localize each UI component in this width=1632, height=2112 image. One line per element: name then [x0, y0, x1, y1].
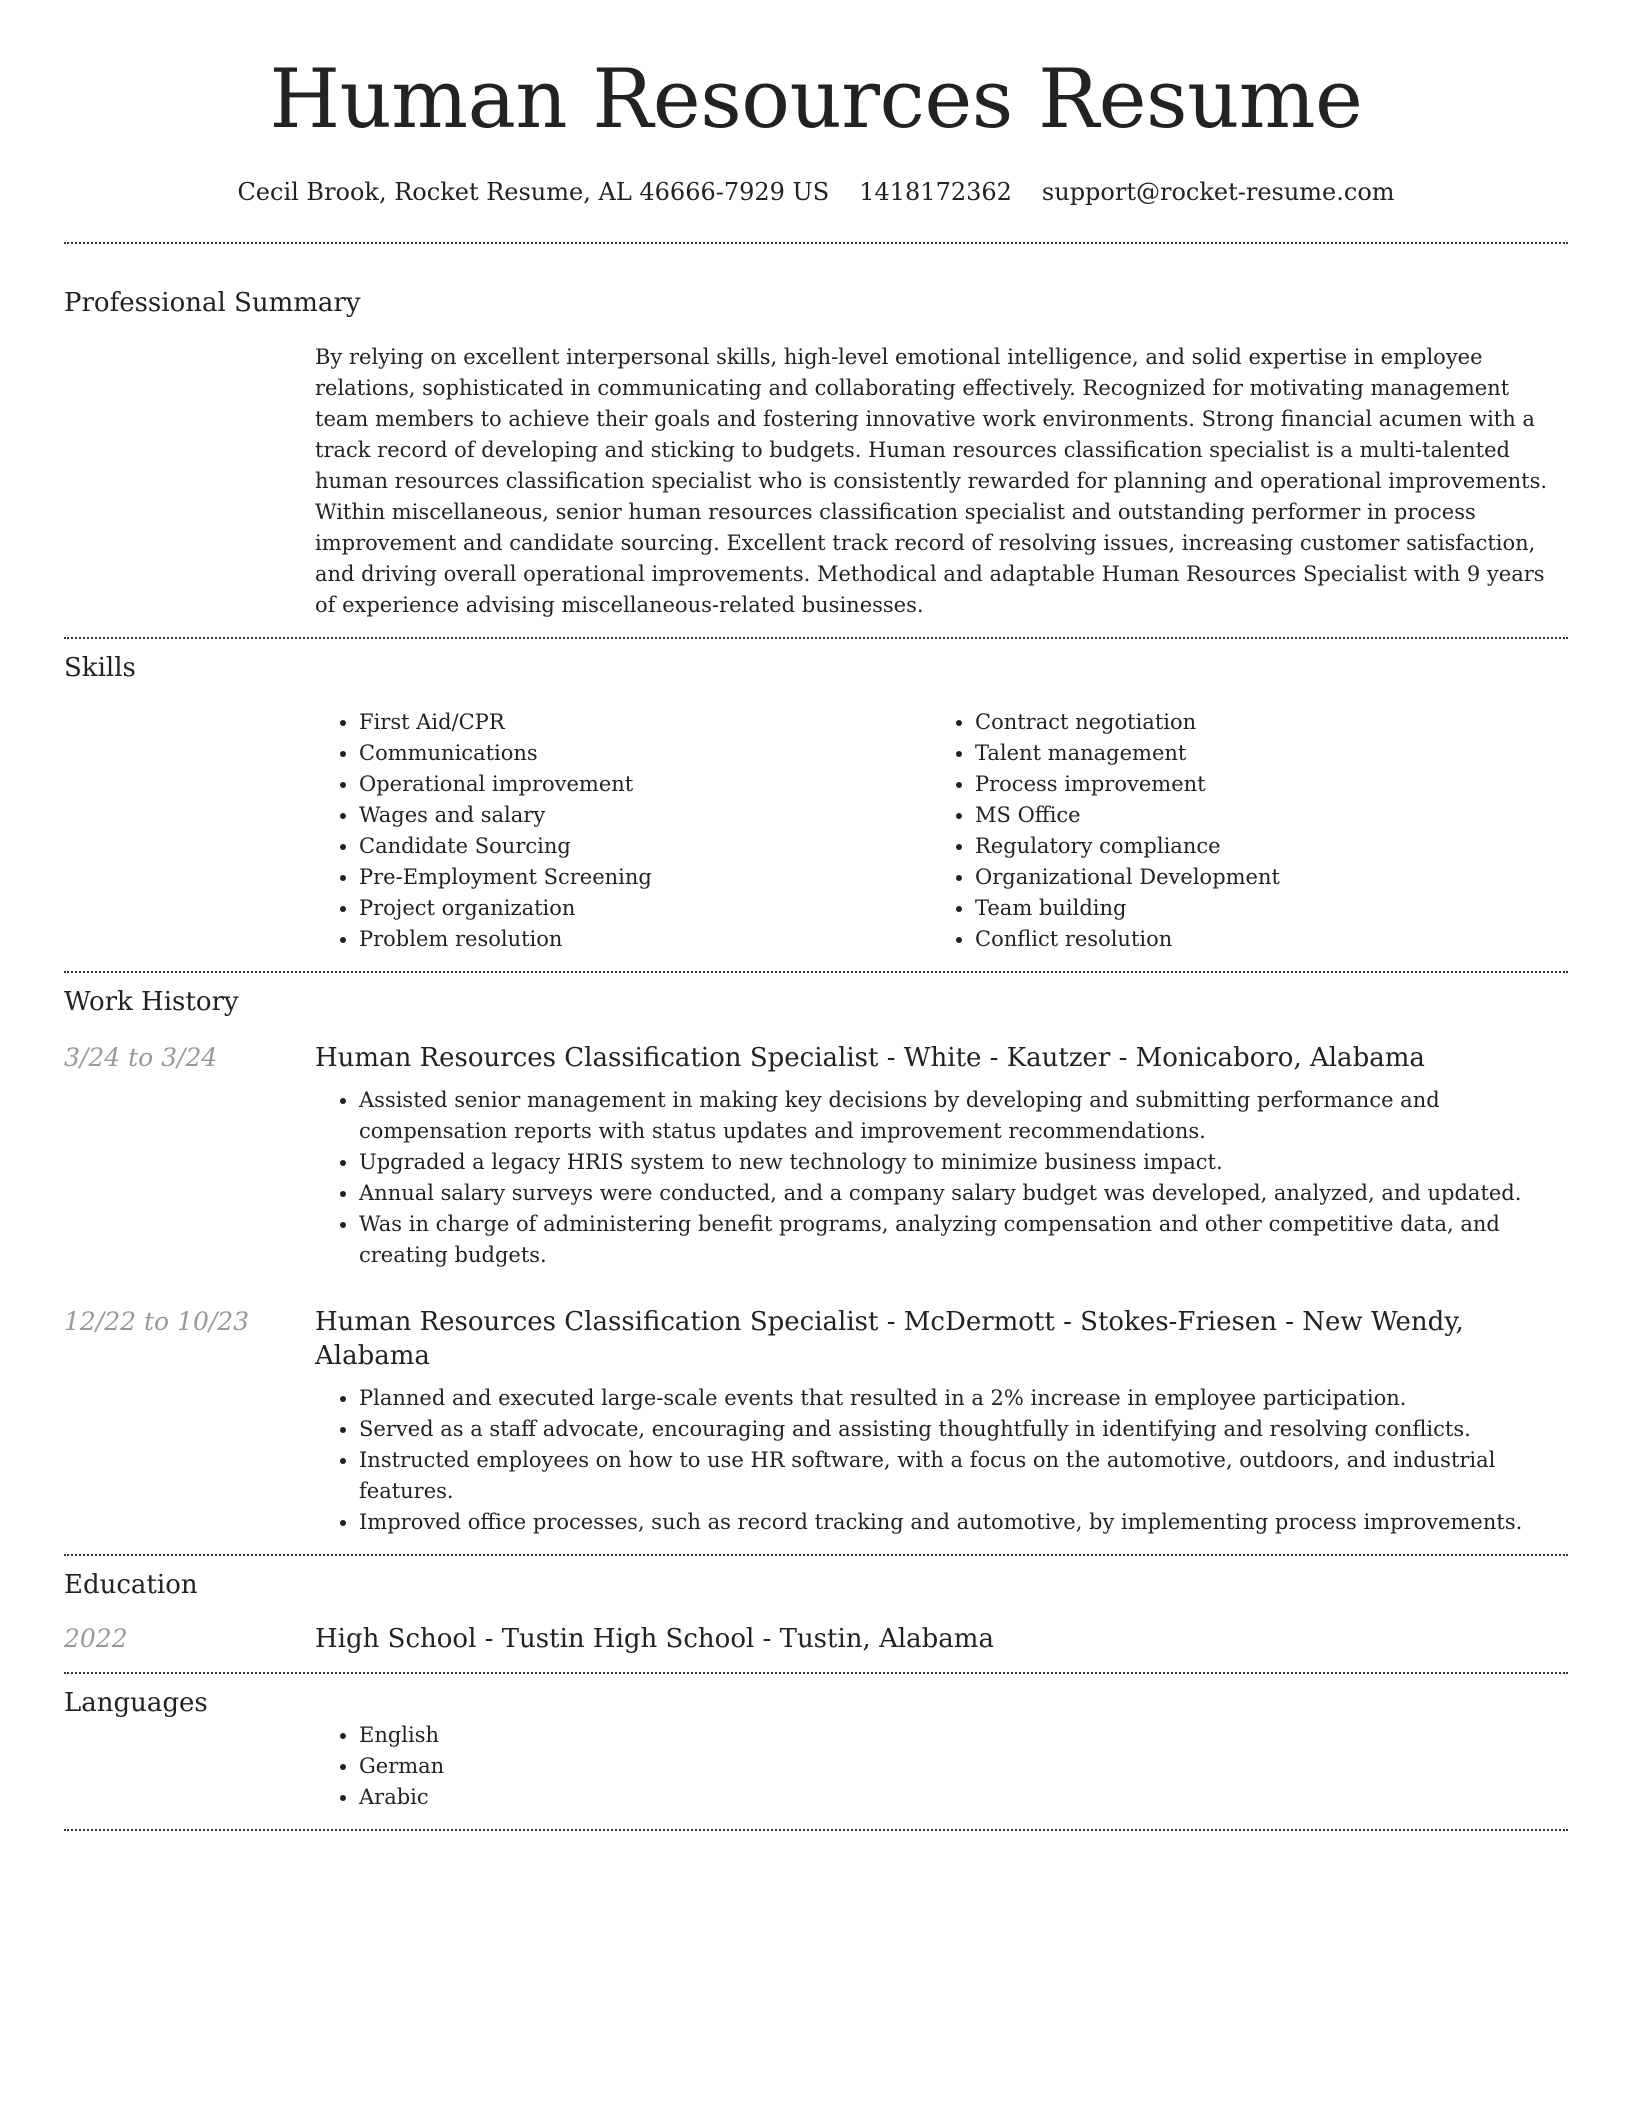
work-history-section [64, 973, 1568, 1554]
skill-item: • Organizational Development [975, 862, 1547, 893]
skill-item: • Team building [975, 893, 1547, 924]
job-bullets [315, 1085, 1568, 1271]
skill-item: • Wages and salary [359, 800, 931, 831]
job-role: Human Resources Classification Specialist [315, 1307, 879, 1337]
job-bullet: • Upgraded a legacy HRIS system to new technology to minimize business impact. [359, 1147, 1568, 1178]
skill-item: • Talent management [975, 738, 1547, 769]
skill-item: • Communications [359, 738, 931, 769]
resume-title: Human Resources Resume [269, 53, 1363, 147]
education-year: 2022 [64, 1624, 128, 1653]
skill-item: • Contract negotiation [975, 707, 1547, 738]
skill-item: • Pre-Employment Screening [359, 862, 931, 893]
skills-section [64, 639, 1568, 971]
languages-list [315, 1720, 1568, 1813]
language-item: • English [359, 1720, 1568, 1751]
languages-section [64, 1674, 1568, 1829]
education-heading: Education [64, 1570, 198, 1600]
skills-heading: Skills [64, 653, 136, 683]
job-bullet: • Planned and executed large-scale events that resulted in a 2% increase in employee participation. [359, 1383, 1568, 1414]
skill-item: • Candidate Sourcing [359, 831, 931, 862]
job-company: - White - Kautzer - Monicaboro, Alabama [878, 1043, 1425, 1073]
skills-grid [315, 707, 1568, 955]
contact-address: Cecil Brook, Rocket Resume, AL 46666-7929 US [237, 178, 830, 206]
skills-column-right [931, 707, 1547, 955]
job-role: Human Resources Classification Specialist [315, 1043, 879, 1073]
job-heading [315, 1041, 1568, 1075]
job-entry [64, 1305, 1568, 1538]
job-heading [315, 1305, 1568, 1373]
skills-column-left [315, 707, 931, 955]
skill-item: • Operational improvement [359, 769, 931, 800]
summary-text: By relying on excellent interpersonal skills, high-level emotional intelligence, and solid expertise in employee relations, sophisticated in communicating and collaborating effectively. Recognized for motivating management team members to achieve their goals and fostering innovative work environments. Strong financial acumen with a track record of developing and sticking to budgets. Human resources classification specialist is a multi-talented human resources classification specialist who is consistently rewarded for planning and operational improvements. Within miscellaneous, senior human resources classification specialist and outstanding performer in process improvement and candidate sourcing. Excellent track record of resolving issues, increasing customer satisfaction, and driving overall operational improvements. Methodical and adaptable Human Resources Specialist with 9 years of experience advising miscellaneous-related businesses. [315, 345, 1548, 617]
job-date: 12/22 to 10/23 [64, 1307, 250, 1336]
job-bullet: • Assisted senior management in making key decisions by developing and submitting performance and compensation reports with status updates and improvement recommendations. [359, 1085, 1568, 1147]
job-date: 3/24 to 3/24 [64, 1043, 218, 1072]
languages-heading: Languages [64, 1688, 208, 1718]
education-text: High School - Tustin High School - Tustin, Alabama [315, 1624, 994, 1654]
job-bullets [315, 1383, 1568, 1538]
skill-item: • Conflict resolution [975, 924, 1547, 955]
skill-item: • Project organization [359, 893, 931, 924]
skill-item: • Problem resolution [359, 924, 931, 955]
education-section [64, 1556, 1568, 1672]
summary-section [64, 244, 1568, 637]
contact-phone: 1418172362 [859, 178, 1012, 206]
language-item: • Arabic [359, 1782, 1568, 1813]
section-divider [64, 1829, 1568, 1831]
job-entry [64, 1041, 1568, 1271]
job-bullet: • Annual salary surveys were conducted, and a company salary budget was developed, analyzed, and updated. [359, 1178, 1568, 1209]
skill-item: • First Aid/CPR [359, 707, 931, 738]
language-item: • German [359, 1751, 1568, 1782]
education-entry [64, 1622, 1568, 1656]
job-bullet: • Improved office processes, such as record tracking and automotive, by implementing process improvements. [359, 1507, 1568, 1538]
skill-item: • MS Office [975, 800, 1547, 831]
contact-email: support@rocket-resume.com [1041, 178, 1395, 206]
skill-item: • Process improvement [975, 769, 1547, 800]
job-bullet: • Served as a staff advocate, encouraging and assisting thoughtfully in identifying and resolving conflicts. [359, 1414, 1568, 1445]
work-history-heading: Work History [64, 987, 239, 1017]
contact-line [64, 176, 1568, 208]
job-bullet: • Instructed employees on how to use HR software, with a focus on the automotive, outdoors, and industrial features. [359, 1445, 1568, 1507]
skill-item: • Regulatory compliance [975, 831, 1547, 862]
job-bullet: • Was in charge of administering benefit programs, analyzing compensation and other competitive data, and creating budgets. [359, 1209, 1568, 1271]
summary-heading: Professional Summary [64, 288, 361, 318]
job-company: - McDermott - Stokes-Friesen - New Wendy, Alabama [315, 1307, 1464, 1371]
